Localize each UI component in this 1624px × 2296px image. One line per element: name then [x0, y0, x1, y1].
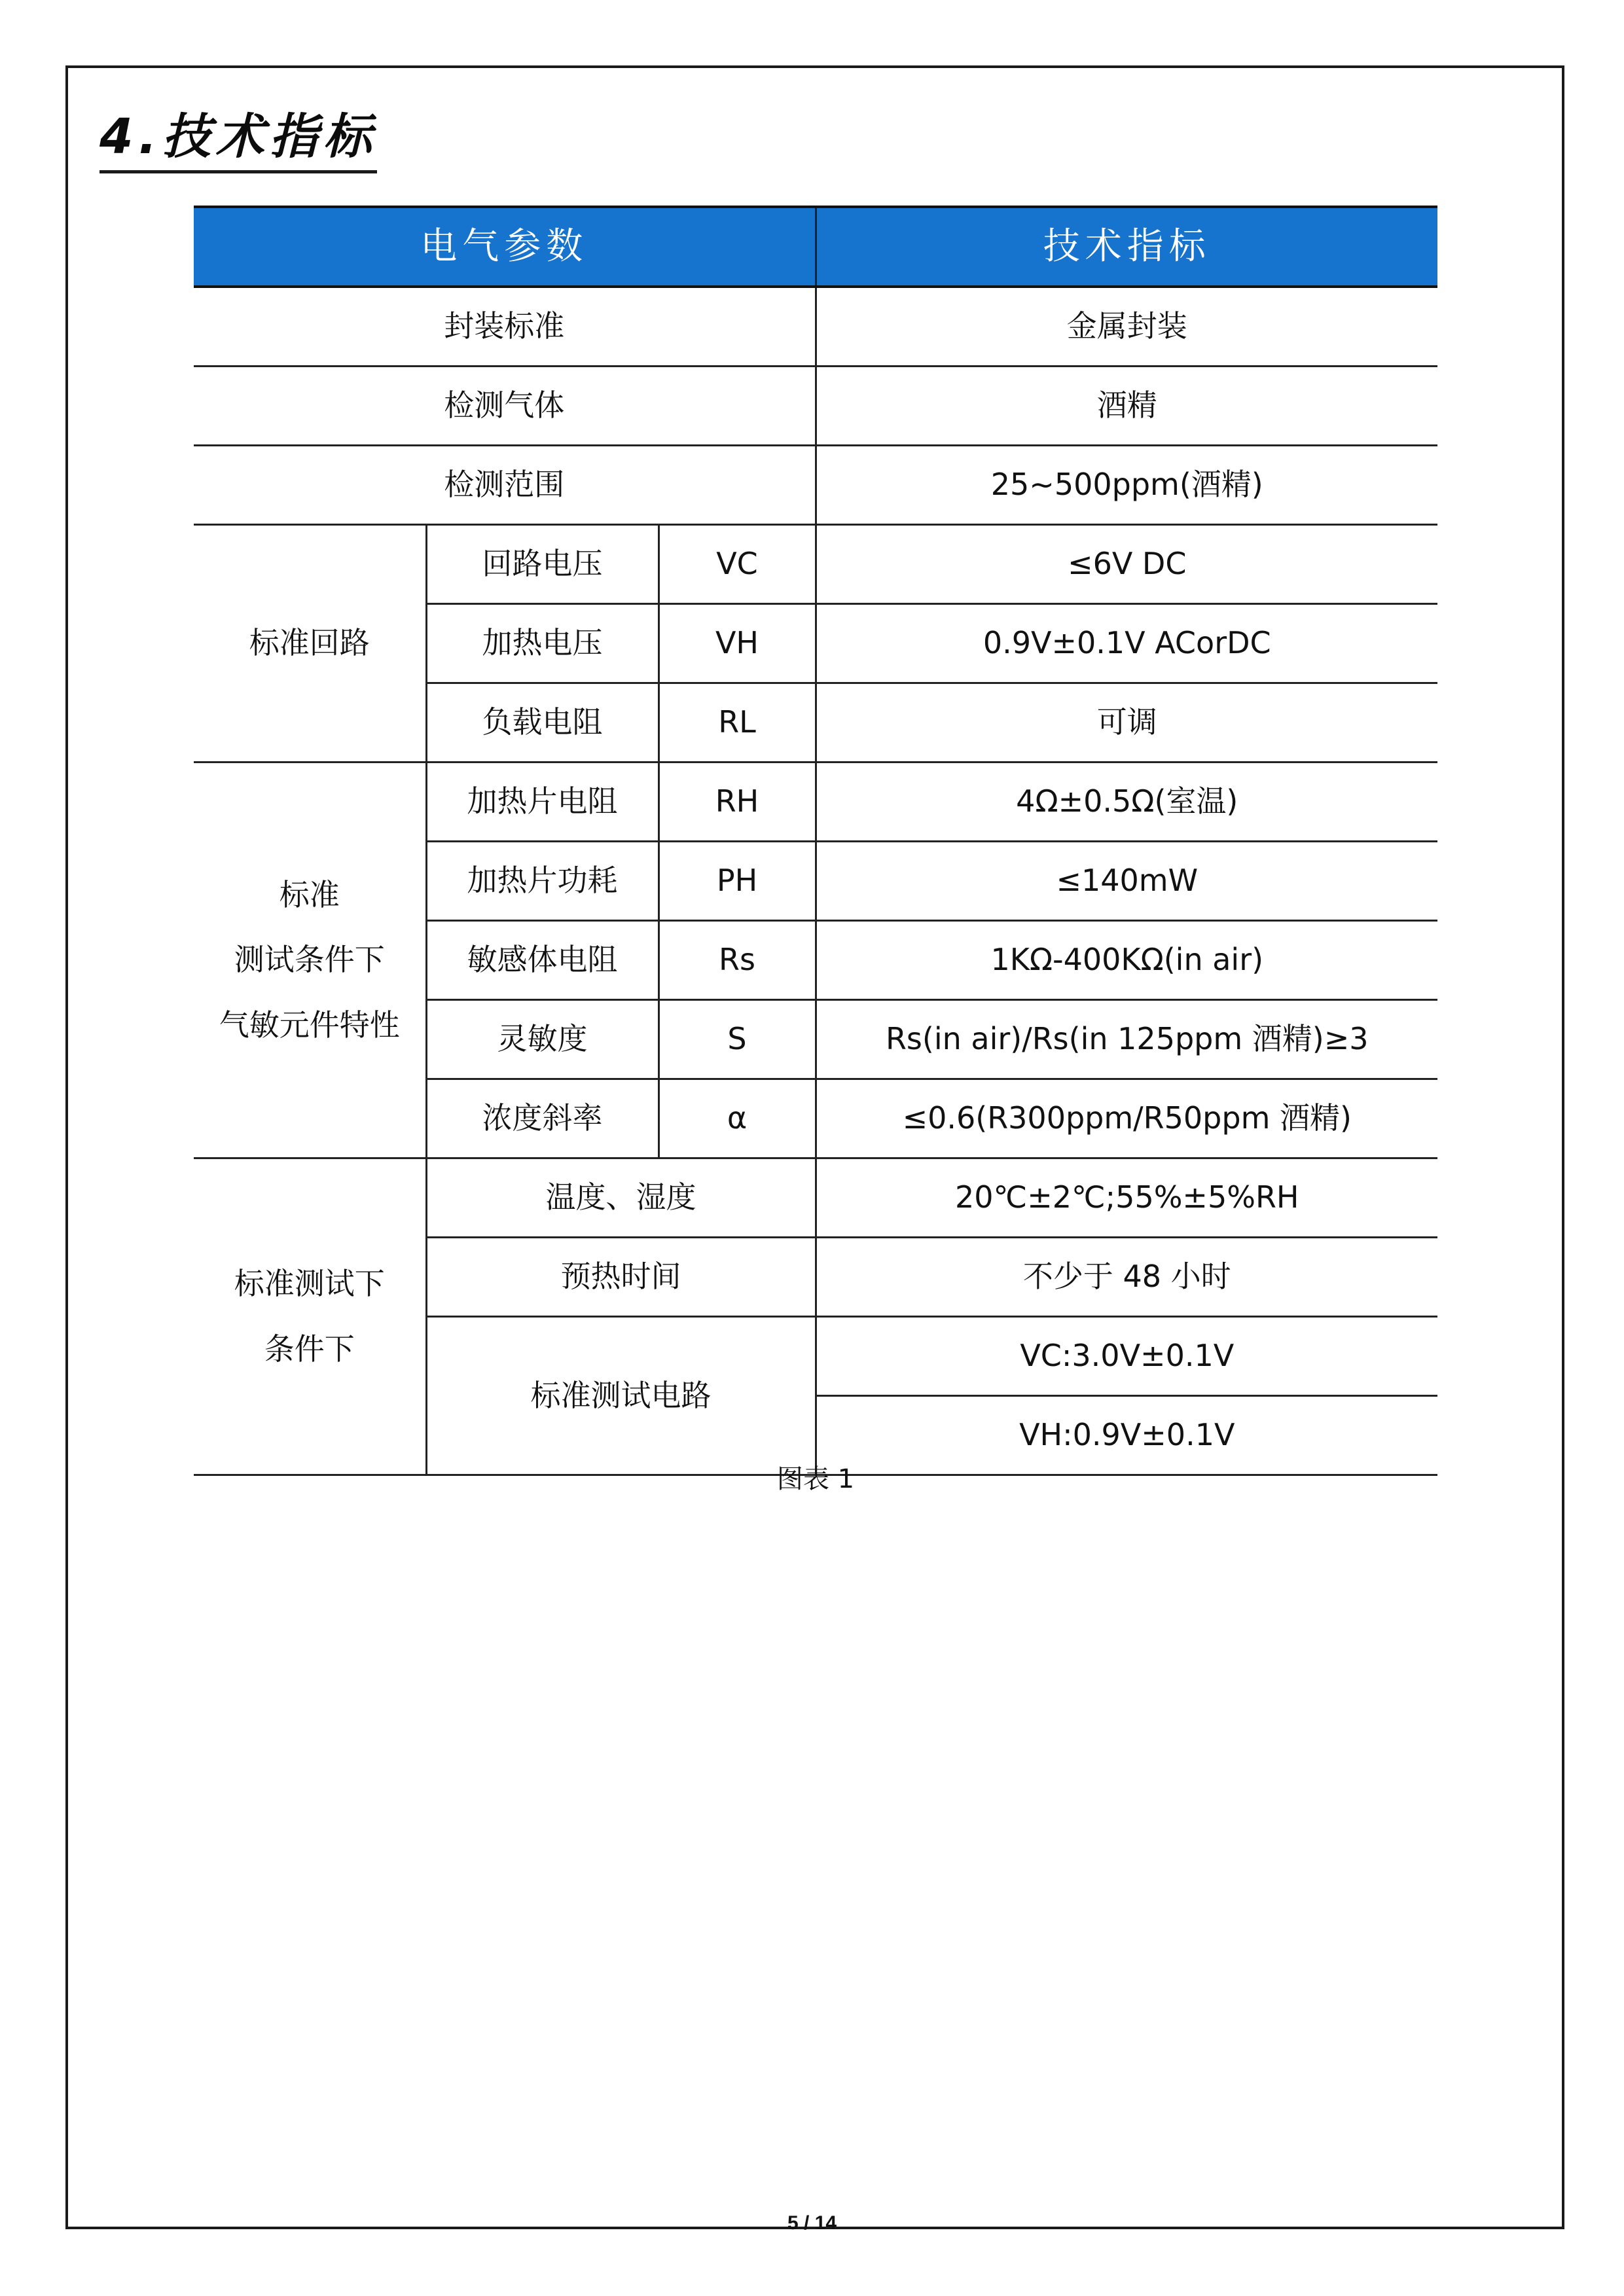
table-row: [194, 446, 1437, 525]
param-cell: 封装标准: [194, 287, 816, 367]
group-label-test-conditions: [194, 1158, 426, 1475]
value-cell: 不少于 48 小时: [816, 1238, 1437, 1317]
param-name-cell: 敏感体电阻: [426, 921, 659, 1000]
symbol-cell: S: [659, 1000, 816, 1079]
param-name-cell: 负载电阻: [426, 683, 659, 762]
value-cell: 1KΩ-400KΩ(in air): [816, 921, 1437, 1000]
value-cell: 酒精: [816, 367, 1437, 446]
value-cell: VH:0.9V±0.1V: [816, 1396, 1437, 1475]
param-name-cell: 浓度斜率: [426, 1079, 659, 1158]
value-cell: 20℃±2℃;55%±5%RH: [816, 1158, 1437, 1238]
group-label-sensor-characteristics: [194, 762, 426, 1158]
symbol-cell: RL: [659, 683, 816, 762]
param-name-cell: 加热片电阻: [426, 762, 659, 842]
param-name-cell: 灵敏度: [426, 1000, 659, 1079]
param-cell: 检测范围: [194, 446, 816, 525]
value-cell: ≤0.6(R300ppm/R50ppm 酒精): [816, 1079, 1437, 1158]
param-name-cell: 加热片功耗: [426, 842, 659, 921]
value-cell: 0.9V±0.1V ACorDC: [816, 604, 1437, 683]
value-cell: 金属封装: [816, 287, 1437, 367]
group-label-line: 标准测试下: [234, 1266, 385, 1302]
group-label-line: 标准: [279, 877, 340, 913]
group-label-line: 测试条件下: [234, 942, 385, 978]
value-cell: ≤6V DC: [816, 525, 1437, 604]
symbol-cell: VC: [659, 525, 816, 604]
param-name-cell: 回路电压: [426, 525, 659, 604]
header-electrical-params: 电气参数: [194, 207, 816, 287]
table-row: [194, 287, 1437, 367]
table-row: [194, 367, 1437, 446]
param-cell: 检测气体: [194, 367, 816, 446]
table-row: [194, 1158, 1437, 1238]
table-row: [194, 525, 1437, 604]
param-name-cell: 温度、湿度: [426, 1158, 816, 1238]
page-number: 5 / 14: [787, 2212, 837, 2234]
value-cell: 25~500ppm(酒精): [816, 446, 1437, 525]
symbol-cell: Rs: [659, 921, 816, 1000]
spec-table: [194, 206, 1437, 1476]
param-name-cell: 加热电压: [426, 604, 659, 683]
symbol-cell: RH: [659, 762, 816, 842]
group-label-line: 条件下: [264, 1331, 355, 1367]
param-name-cell: 标准测试电路: [426, 1317, 816, 1475]
symbol-cell: VH: [659, 604, 816, 683]
header-tech-specs: 技术指标: [816, 207, 1437, 287]
group-label-line: 气敏元件特性: [219, 1007, 400, 1043]
value-cell: Rs(in air)/Rs(in 125ppm 酒精)≥3: [816, 1000, 1437, 1079]
table-row: [194, 762, 1437, 842]
symbol-cell: PH: [659, 842, 816, 921]
table-header-row: [194, 207, 1437, 287]
value-cell: VC:3.0V±0.1V: [816, 1317, 1437, 1396]
value-cell: ≤140mW: [816, 842, 1437, 921]
table-caption: 图表 1: [776, 1464, 855, 1494]
group-label-standard-circuit: 标准回路: [194, 525, 426, 762]
param-name-cell: 预热时间: [426, 1238, 816, 1317]
section-title: 4.技术指标: [99, 113, 377, 173]
symbol-cell: α: [659, 1079, 816, 1158]
value-cell: 可调: [816, 683, 1437, 762]
value-cell: 4Ω±0.5Ω(室温): [816, 762, 1437, 842]
